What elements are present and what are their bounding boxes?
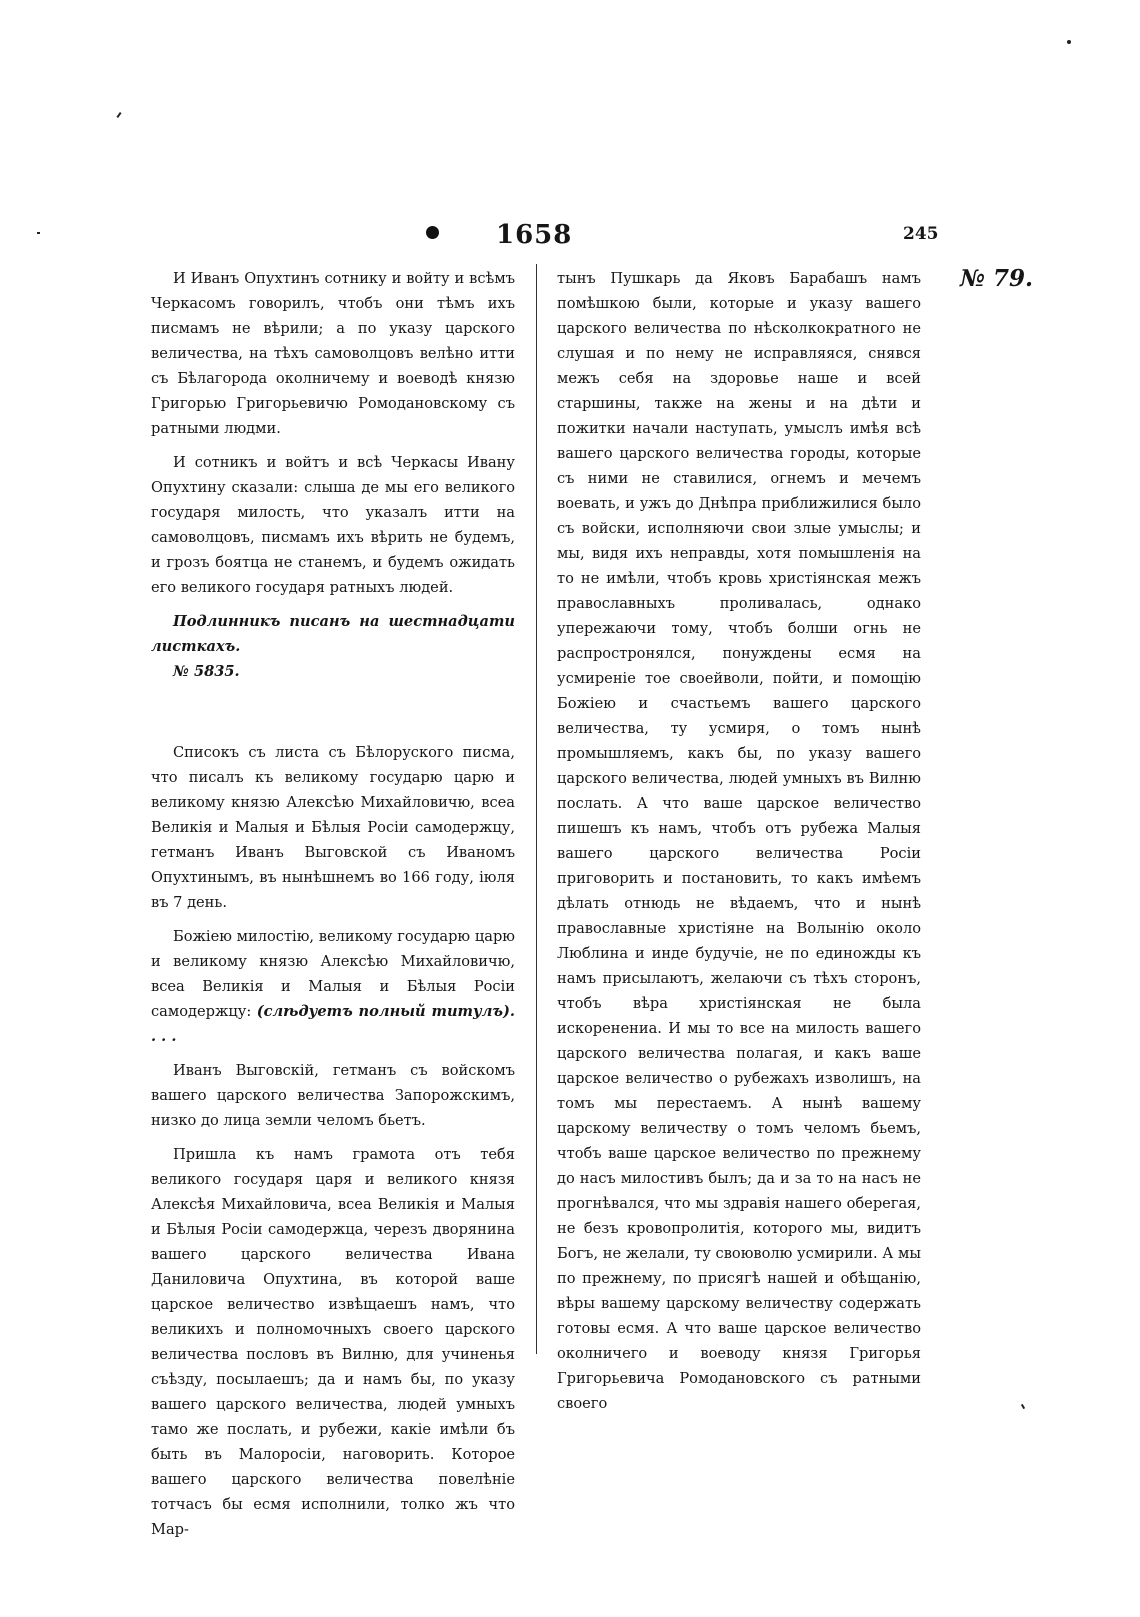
scan-speck: [37, 232, 40, 234]
salutation-title-note: (слѣдуетъ полный титулъ). . . .: [151, 1003, 516, 1045]
paragraph-salutation: [151, 924, 515, 1049]
document-number-marker: № 79.: [960, 265, 1034, 292]
salutation-text: Божіею милостію, великому государю царю и великому князю Алексѣю Михайловичю, всеа Великія и Малыя и Бѣлыя Росіи самодержцу:: [151, 928, 515, 1020]
paragraph-sotnik-reply: И сотникъ и войтъ и всѣ Черкасы Ивану Опухтину сказали: слыша де мы его великого государя милость, что указалъ итти на самоволцовъ, писмамъ ихъ вѣрить не будемъ, и грозъ боятца не станемъ, и будемъ ожидать его великого государя ратныхъ людей.: [151, 454, 515, 596]
paragraph-letter-continuation: тынъ Пушкарь да Яковъ Барабашъ намъ помѣшкою были, которые и указу вашего царского величества по нѣсколкократного не слушая и по нему не исправляяся, снявся межъ себя на здоровье наше и всей старшины, также на жены и на дѣти и пожитки начали наступать, умыслъ имѣя всѣ вашего царского величества городы, которые съ ними не ставилися, огнемъ и мечемъ воевать, и ужъ до Днѣпра приближилися было съ войски, исполняючи свои злые умыслы; и мы, видя ихъ неправды, хотя помышленія на то не имѣли, чтобъ кровь христіянская межъ православныхъ проливалась, однако упережаючи тому, чтобъ болши огнь не распростронялся, понуждены есмя на усмиреніе тое своейволи, пойти, и помощію Божіею и счастьемъ вашего царского величества, ту усмиря, о томъ нынѣ промышляемъ, какъ бы, по указу вашего царского величества, людей умныхъ въ Вилню послать. А что ваше царское величество пишешъ къ намъ, чтобъ отъ рубежа Малыя вашего царского величества Росіи приговорить и постановить, то какъ имѣемъ дѣлать отнюдь не вѣдаемъ, что и нынѣ православные христіяне на Волынію около Люблина и инде будучіе, не по единожды къ намъ присылаютъ, желаючи съ тѣхъ сторонъ, чтобъ вѣра христіянская не была искоренениа. И мы то все на милость вашего царского величества полагая, и какъ ваше царское величество о рубежахъ изволишъ, на томъ мы перестаемъ. А нынѣ вашему царскому величеству о томъ челомъ бьемъ, чтобъ ваше царское величество по прежнему до насъ милостивъ былъ; да и за то на насъ не прогнѣвался, что мы здравія нашего оберегая, не безъ кровопролитія, которого мы, видитъ Богъ, не желали, ту своюволю усмирили. А мы по прежнему, по присягѣ нашей и обѣщанію, вѣры вашему царскому величеству содержать готовы есмя. А что ваше царское величество околничего и воеводу князя Григорья Григорьевича Ромодановского съ ратными своего: [557, 270, 921, 1412]
paragraph-hetman-greeting: Иванъ Выговскій, гетманъ съ войскомъ вашего царского величества Запорожскимъ, низко до лица земли челомъ бьетъ.: [151, 1062, 515, 1129]
column-divider: [536, 264, 537, 1354]
right-text-column: [557, 266, 921, 1416]
archive-note-original: Подлинникъ писанъ на шестнадцати листкахъ.: [151, 613, 515, 655]
scan-speck: [1021, 1404, 1025, 1409]
page-number: 245: [903, 224, 939, 244]
archive-note: [151, 609, 515, 684]
paragraph-letter-heading: Списокъ съ листа съ Бѣлоруского писма, что писалъ къ великому государю царю и великому князю Алексѣю Михайловичю, всеа Великія и Малыя и Бѣлыя Росіи самодержцу, гетманъ Иванъ Выговской съ Иваномъ Опухтинымъ, въ нынѣшнемъ во 166 году, іюля въ 7 день.: [151, 744, 515, 911]
scan-speck: [116, 112, 121, 118]
archive-note-number: № 5835.: [173, 663, 240, 680]
header-bullet-ornament: [426, 226, 439, 239]
left-text-column: [151, 266, 515, 1542]
paragraph-opukhtin-speech: И Иванъ Опухтинъ сотнику и войту и всѣмъ Черкасомъ говорилъ, чтобъ они тѣмъ ихъ писмамъ не вѣрили; а по указу царского величества, на тѣхъ самоволцовъ велѣно итти съ Бѣлагорода околничему и воеводѣ князю Григорью Григорьевичю Ромодановскому съ ратными людми.: [151, 270, 515, 437]
paragraph-letter-body: Пришла къ намъ грамота отъ тебя великого государя царя и великого князя Алексѣя Михайловича, всеа Великія и Малыя и Бѣлыя Росіи самодержца, черезъ дворянина вашего царского величества Ивана Даниловича Опухтина, въ которой ваше царское величество извѣщаешъ намъ, что великихъ и полномочныхъ своего царского величества пословъ въ Вилню, для учиненья съѣзду, посылаешъ; да и намъ бы, по указу вашего царского величества, людей умныхъ тамо же послать, и рубежи, какіе имѣли бъ быть въ Малоросіи, наговорить. Которое вашего царского величества повелѣніе тотчасъ бы есмя исполнили, толко жъ что Мар-: [151, 1146, 515, 1538]
scan-speck: [1067, 40, 1071, 44]
header-year: 1658: [496, 220, 573, 250]
